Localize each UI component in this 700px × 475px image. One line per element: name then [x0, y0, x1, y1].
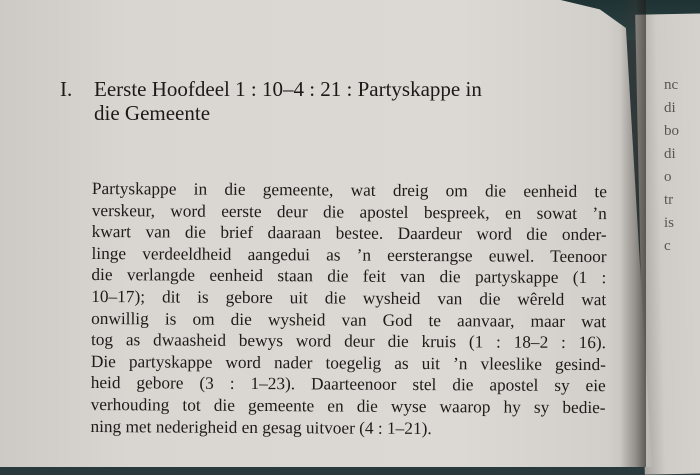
section-number: I.	[60, 77, 73, 101]
paragraph-line: tog as dwaasheid bewys word deur die kruis (1 : 18–2 : 16).	[90, 330, 607, 353]
paragraph-line: linge verdeeldheid aangedui as ’n eersterangse euwel. Teenoor	[91, 243, 607, 266]
paragraph-line: heid gebore (3 : 1–23). Daarteenoor stel die apostel sy eie	[90, 373, 606, 396]
body-paragraph	[90, 178, 607, 440]
facing-page-text	[664, 74, 700, 258]
paragraph-line: die verlangde eenheid staan die feit van die partyskappe (1 :	[91, 265, 607, 288]
section-title-line: Eerste Hoofdeel 1 : 10–4 : 21 : Partyskappe in	[94, 77, 482, 101]
paragraph-line: onwillig is om die wysheid van God te aanvaar, maar wat	[91, 308, 607, 331]
facing-page-fragment: bo	[664, 123, 679, 139]
paragraph-line: Die partyskappe word nader toegelig as uit ’n vleeslike gesind-	[90, 351, 606, 374]
paragraph-line: Partyskappe in die gemeente, wat dreig om die eenheid te	[91, 178, 607, 202]
facing-page-fragment: di	[664, 100, 676, 116]
paragraph-line: verskeur, word eerste deur die apostel bespreek, en sowat ’n	[91, 200, 607, 223]
section-title	[94, 77, 594, 125]
facing-page-fragment: di	[664, 146, 676, 162]
facing-page-fragment: tr	[664, 192, 674, 208]
facing-page-fragment: o	[664, 169, 672, 185]
section-title-line: die Gemeente	[94, 101, 211, 125]
paragraph-line: ning met nederigheid en gesag uitvoer (4 : 1–21).	[90, 416, 432, 438]
book-gutter-shadow	[620, 0, 646, 467]
paragraph-line: kwart van die brief daaraan bestee. Daardeur word die onder-	[91, 222, 607, 245]
paragraph-line: verhouding tot die gemeente en die wyse waarop hy sy bedie-	[90, 394, 606, 418]
paragraph-line: 10–17); dit is gebore uit die wysheid van die wêreld wat	[91, 286, 607, 310]
facing-page-fragment: is	[664, 215, 675, 231]
facing-page-fragment: nc	[664, 77, 679, 93]
facing-page-fragment: c	[664, 238, 671, 254]
